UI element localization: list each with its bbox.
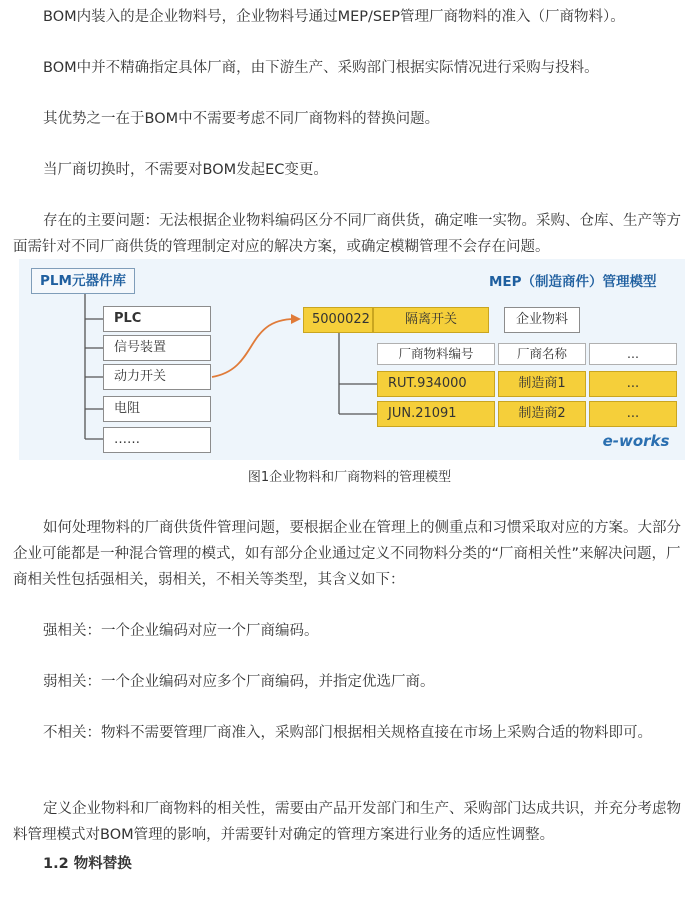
enterprise-code: 5000022 bbox=[303, 307, 373, 333]
table-header: 厂商物料编号 bbox=[377, 343, 495, 365]
paragraph-5: 存在的主要问题：无法根据企业物料编码区分不同厂商供货，确定唯一实物。采购、仓库、生产等方面需针对不同厂商供货的管理制定对应的解决方案，或确定模糊管理不会存在问题。 bbox=[13, 213, 681, 255]
paragraph-3: 其优势之一在于BOM中不需要考虑不同厂商物料的替换问题。 bbox=[43, 111, 440, 127]
enterprise-name: 隔离开关 bbox=[373, 307, 489, 333]
library-item-power-switch: 动力开关 bbox=[103, 364, 211, 390]
paragraph-9: 不相关：物料不需要管理厂商准入，采购部门根据相关规格直接在市场上采购合适的物料即可。 bbox=[43, 725, 652, 741]
paragraph-10: 定义企业物料和厂商物料的相关性，需要由产品开发部门和生产、采购部门达成共识，并充分考虑物料管理模式对BOM管理的影响，并需要针对确定的管理方案进行业务的适应性调整。 bbox=[13, 801, 681, 843]
table-cell: RUT.934000 bbox=[377, 371, 495, 397]
e-works-logo: e-works bbox=[602, 432, 670, 450]
library-item-signal: 信号装置 bbox=[103, 335, 211, 361]
mep-model-figure bbox=[19, 259, 685, 460]
library-title: PLM元器件库 bbox=[31, 268, 135, 294]
table-cell: ... bbox=[589, 401, 677, 427]
table-header: ... bbox=[589, 343, 677, 365]
paragraph-6: 如何处理物料的厂商供货件管理问题，要根据企业在管理上的侧重点和习惯采取对应的方案。大部分企业可能都是一种混合管理的模式，如有部分企业通过定义不同物料分类的“厂商相关性”来解决问题，厂商相关性包括强相关，弱相关，不相关等类型，其含义如下： bbox=[13, 520, 681, 588]
paragraph-4: 当厂商切换时，不需要对BOM发起EC变更。 bbox=[43, 162, 328, 178]
table-cell: JUN.21091 bbox=[377, 401, 495, 427]
library-item-plc: PLC bbox=[103, 306, 211, 332]
table-header: 厂商名称 bbox=[498, 343, 586, 365]
figure-caption: 图1企业物料和厂商物料的管理模型 bbox=[247, 470, 452, 485]
paragraph-1: BOM内装入的是企业物料号，企业物料号通过MEP/SEP管理厂商物料的准入（厂商物料）。 bbox=[43, 9, 625, 25]
paragraph-2: BOM中并不精确指定具体厂商，由下游生产、采购部门根据实际情况进行采购与投料。 bbox=[43, 60, 599, 76]
model-title: MEP（制造商件）管理模型 bbox=[489, 274, 657, 290]
section-heading: 1.2 物料替换 bbox=[43, 856, 132, 872]
table-cell: ... bbox=[589, 371, 677, 397]
table-cell: 制造商2 bbox=[498, 401, 586, 427]
library-item-resistor: 电阻 bbox=[103, 396, 211, 422]
library-item-more: …… bbox=[103, 427, 211, 453]
enterprise-label: 企业物料 bbox=[504, 307, 580, 333]
paragraph-8: 弱相关：一个企业编码对应多个厂商编码，并指定优选厂商。 bbox=[43, 674, 435, 690]
paragraph-7: 强相关：一个企业编码对应一个厂商编码。 bbox=[43, 623, 319, 639]
table-cell: 制造商1 bbox=[498, 371, 586, 397]
